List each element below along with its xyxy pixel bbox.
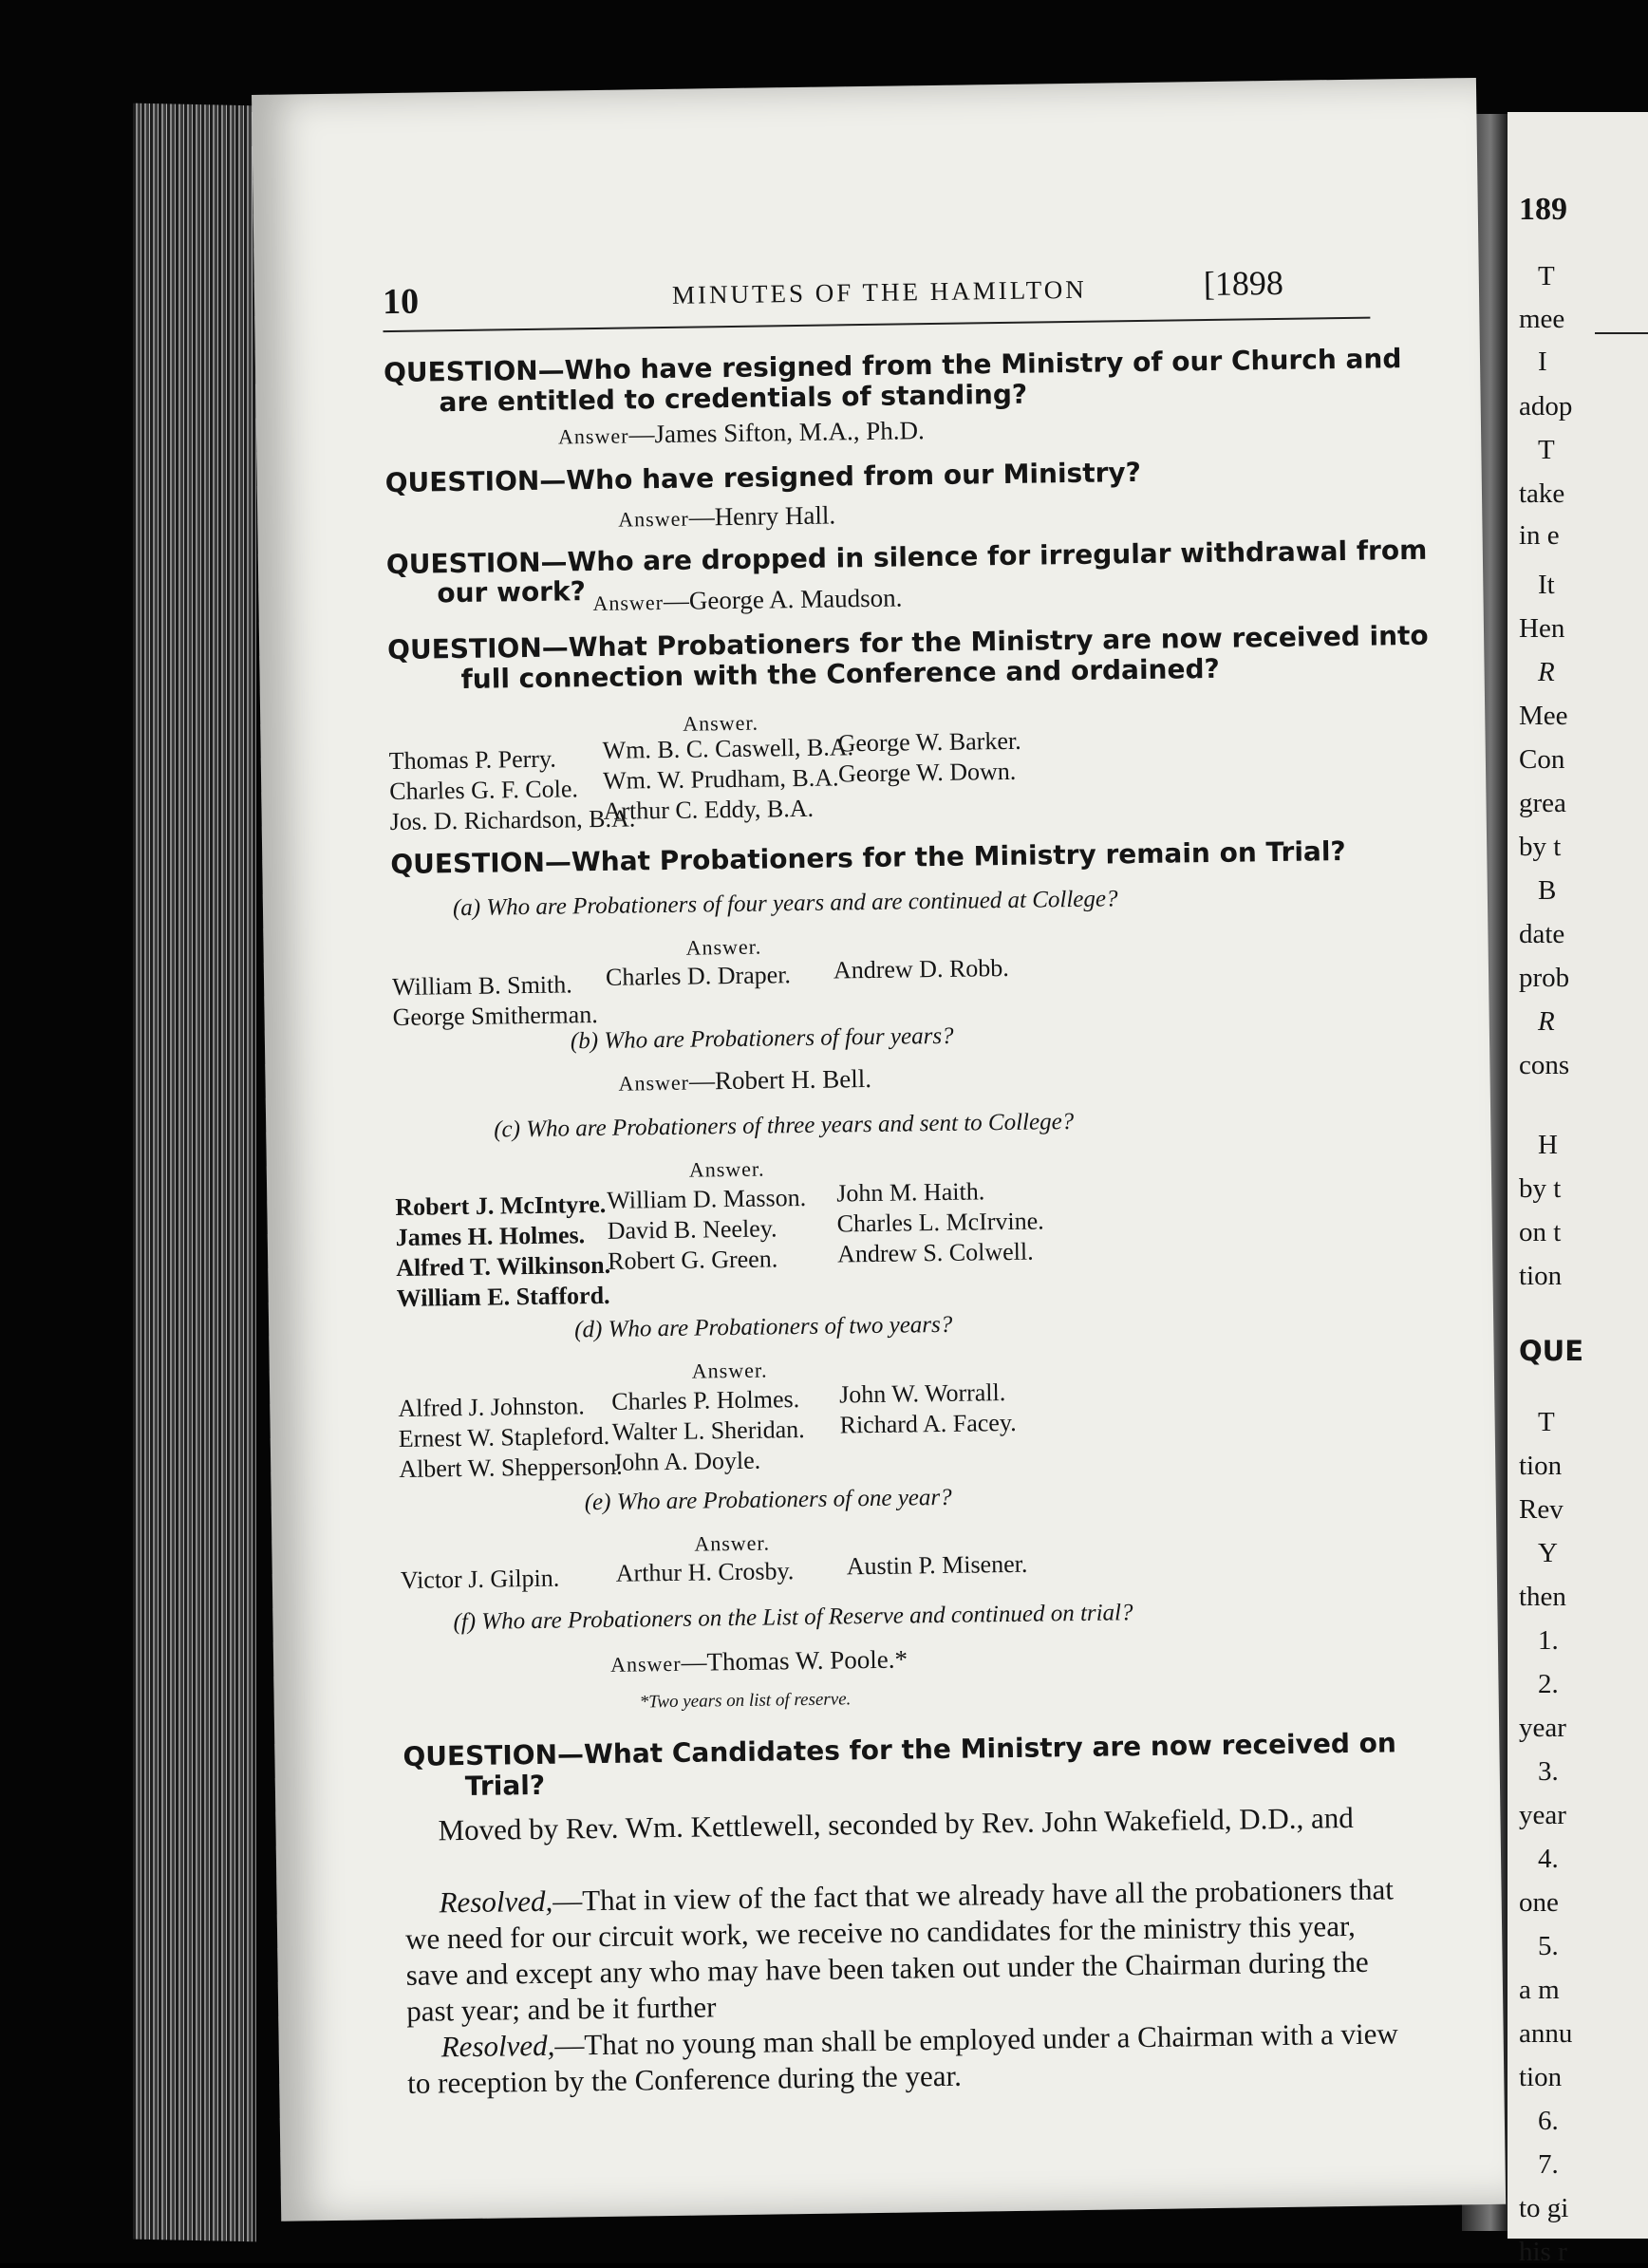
question-1-cont: are entitled to credentials of standing? [439, 378, 1028, 419]
name: Charles L. McIrvine. [836, 1207, 1044, 1238]
header-rule [383, 317, 1370, 333]
name: Alfred J. Johnston. [398, 1392, 585, 1422]
facing-page-line: take [1519, 478, 1565, 509]
facing-page [1508, 112, 1648, 2267]
name: Charles P. Holmes. [611, 1385, 800, 1415]
name: Andrew S. Colwell. [836, 1237, 1034, 1268]
book-page-edges [133, 103, 256, 2242]
name: John M. Haith. [836, 1177, 985, 1208]
name: George Smitherman. [392, 1001, 598, 1032]
name: Wm. W. Prudham, B.A. [602, 763, 839, 795]
sub-b: (b) Who are Probationers of four years? [570, 1022, 954, 1055]
facing-page-line: 4. [1538, 1844, 1559, 1874]
facing-page-line: Rev [1519, 1494, 1564, 1525]
answer-2: Answer—Henry Hall. [618, 500, 836, 532]
question-5: QUESTION—What Probationers for the Ministry remain on Trial? [390, 834, 1346, 881]
book-page [252, 78, 1506, 2221]
answer-d-heading: Answer. [691, 1358, 768, 1383]
facing-page-line: Hen [1519, 613, 1565, 644]
facing-page-line: year [1519, 1800, 1566, 1830]
page-number: 10 [382, 281, 420, 323]
facing-page-line: his r [1519, 2237, 1567, 2267]
answer-a-heading: Answer. [685, 934, 762, 960]
resolution-2: Resolved,—That no young man shall be employed under a Chairman with a view to reception by the Conference during the year. [407, 2016, 1398, 2100]
name: Wm. B. C. Caswell, B.A. [602, 733, 854, 764]
sub-d: (d) Who are Probationers of two years? [574, 1311, 953, 1343]
question-1: QUESTION—Who have resigned from the Ministry of our Church and [383, 343, 1402, 389]
sub-c: (c) Who are Probationers of three years and sent to College? [494, 1109, 1075, 1143]
running-year: [1898 [1203, 263, 1284, 304]
question-6-cont: Trial? [464, 1769, 546, 1803]
answer-d-col-2 [611, 1384, 805, 1478]
answer-4-heading: Answer. [683, 710, 759, 736]
answer-e-heading: Answer. [694, 1530, 771, 1556]
facing-page-line: in e [1519, 520, 1560, 551]
facing-page-line: tion [1519, 2062, 1563, 2092]
facing-page-line: year [1519, 1713, 1566, 1743]
name: Robert G. Green. [607, 1245, 778, 1275]
footnote: *Two years on list of reserve. [639, 1689, 852, 1713]
facing-page-line: 2. [1538, 1669, 1559, 1699]
answer-3: Answer—George A. Maudson. [592, 583, 903, 616]
running-title: MINUTES OF THE HAMILTON [671, 274, 1087, 309]
facing-page-line: grea [1519, 788, 1566, 818]
facing-page-line: H [1538, 1130, 1558, 1160]
facing-page-line: R [1538, 657, 1555, 687]
facing-page-line: It [1538, 570, 1555, 600]
facing-page-line: 5. [1538, 1931, 1559, 1961]
answer-b: Answer—Robert H. Bell. [618, 1063, 872, 1096]
page-content [252, 78, 1506, 2221]
question-3-cont: our work? [437, 575, 587, 609]
name: Ernest W. Stapleford. [398, 1421, 610, 1453]
facing-page-line: 3. [1538, 1756, 1559, 1787]
facing-page-line: to gi [1519, 2193, 1569, 2223]
name: Arthur C. Eddy, B.A. [603, 794, 815, 825]
name: Jos. D. Richardson, B.A. [389, 804, 636, 836]
name: James H. Holmes. [395, 1221, 586, 1251]
facing-page-line: mee [1519, 304, 1565, 334]
facing-page-line: Mee [1519, 701, 1568, 731]
facing-page-line: annu [1519, 2018, 1573, 2049]
name: Austin P. Misener. [846, 1549, 1028, 1581]
facing-page-line: date [1519, 919, 1565, 949]
name: Arthur H. Crosby. [615, 1557, 795, 1587]
answer-a-col-2 [606, 961, 791, 992]
question-4: QUESTION—What Probationers for the Ministry are now received into [386, 619, 1429, 666]
question-4-cont: full connection with the Conference and ordained? [460, 652, 1220, 695]
facing-page-line: by t [1519, 1173, 1562, 1204]
name: Albert W. Shepperson. [399, 1452, 623, 1483]
answer-e-col-2 [616, 1557, 795, 1588]
name: Robert J. McIntyre. [395, 1190, 607, 1221]
name: John W. Worrall. [838, 1378, 1006, 1409]
name: William E. Stafford. [396, 1281, 610, 1312]
facing-page-line: a m [1519, 1975, 1560, 2005]
name: Thomas P. Perry. [388, 744, 556, 776]
facing-page-line: T [1538, 261, 1555, 291]
question-2: QUESTION—Who have resigned from our Ministry? [384, 456, 1142, 499]
facing-page-line: T [1538, 435, 1555, 465]
facing-page-line: Con [1519, 744, 1565, 775]
name: Andrew D. Robb. [833, 953, 1009, 984]
answer-4-col-2 [602, 732, 854, 827]
answer-1: Answer—James Sifton, M.A., Ph.D. [557, 416, 925, 449]
answer-f: Answer—Thomas W. Poole.* [609, 1644, 908, 1677]
facing-page-line: T [1538, 1407, 1555, 1437]
name: Alfred T. Wilkinson. [396, 1250, 611, 1282]
question-6: QUESTION—What Candidates for the Ministry are now received on [403, 1727, 1397, 1772]
name: Victor J. Gilpin. [400, 1564, 560, 1594]
name: Walter L. Sheridan. [611, 1415, 805, 1446]
facing-page-line: one [1519, 1887, 1559, 1918]
facing-page-line: QUE [1519, 1335, 1584, 1367]
facing-page-line: tion [1519, 1451, 1563, 1481]
answer-e-col-3 [846, 1550, 1027, 1582]
facing-page-line: on t [1519, 1217, 1562, 1247]
question-3: QUESTION—Who are dropped in silence for irregular withdrawal from [385, 534, 1428, 581]
facing-page-line: 7. [1538, 2149, 1559, 2180]
name: William B. Smith. [391, 970, 572, 1002]
answer-d-col-1 [398, 1391, 623, 1485]
answer-c-col-3 [836, 1175, 1044, 1269]
answer-d-col-3 [839, 1378, 1017, 1441]
name: Richard A. Facey. [839, 1408, 1017, 1439]
resolution-1: Resolved,—That in view of the fact that we already have all the probationers that we need for our circuit work, we receive no candidates for the ministry this year, save and except any who may have been taken out under the Chairman during the past year; and be it further [404, 1872, 1395, 2028]
answer-4-col-1 [389, 742, 636, 837]
answer-c-col-1 [395, 1190, 611, 1314]
facing-page-line: 1. [1538, 1625, 1559, 1656]
name: George W. Barker. [837, 726, 1021, 758]
name: Charles D. Draper. [605, 961, 792, 991]
facing-page-line: B [1538, 875, 1557, 906]
facing-page-line: 189 [1519, 192, 1567, 227]
facing-page-line: prob [1519, 963, 1570, 993]
answer-a-col-1 [392, 969, 598, 1033]
facing-page-line: then [1519, 1582, 1566, 1612]
answer-a-col-3 [833, 954, 1009, 985]
name: David B. Neeley. [607, 1214, 777, 1245]
name: George W. Down. [837, 757, 1017, 788]
facing-page-line: adop [1519, 391, 1573, 422]
facing-page-line: Y [1538, 1538, 1558, 1568]
sub-f: (f) Who are Probationers on the List of Reserve and continued on trial? [453, 1600, 1133, 1636]
name: William D. Masson. [607, 1183, 807, 1214]
facing-page-line: R [1538, 1006, 1555, 1037]
motion-paragraph: Moved by Rev. Wm. Kettlewell, seconded by Rev. John Wakefield, D.D., and [438, 1800, 1355, 1847]
facing-page-line: by t [1519, 832, 1562, 862]
facing-page-line: cons [1519, 1050, 1570, 1080]
facing-page-line: tion [1519, 1261, 1563, 1291]
answer-e-col-1 [401, 1565, 560, 1595]
answer-4-col-3 [837, 726, 1021, 790]
name: Charles G. F. Cole. [389, 775, 579, 806]
answer-c-heading: Answer. [688, 1156, 765, 1182]
answer-c-col-2 [607, 1183, 807, 1277]
sub-e: (e) Who are Probationers of one year? [584, 1484, 952, 1516]
facing-page-line: I [1538, 347, 1547, 377]
facing-page-line: 6. [1538, 2106, 1559, 2136]
name: John A. Doyle. [611, 1446, 761, 1476]
facing-page-rule [1595, 332, 1648, 334]
sub-a: (a) Who are Probationers of four years and are continued at College? [452, 886, 1118, 922]
